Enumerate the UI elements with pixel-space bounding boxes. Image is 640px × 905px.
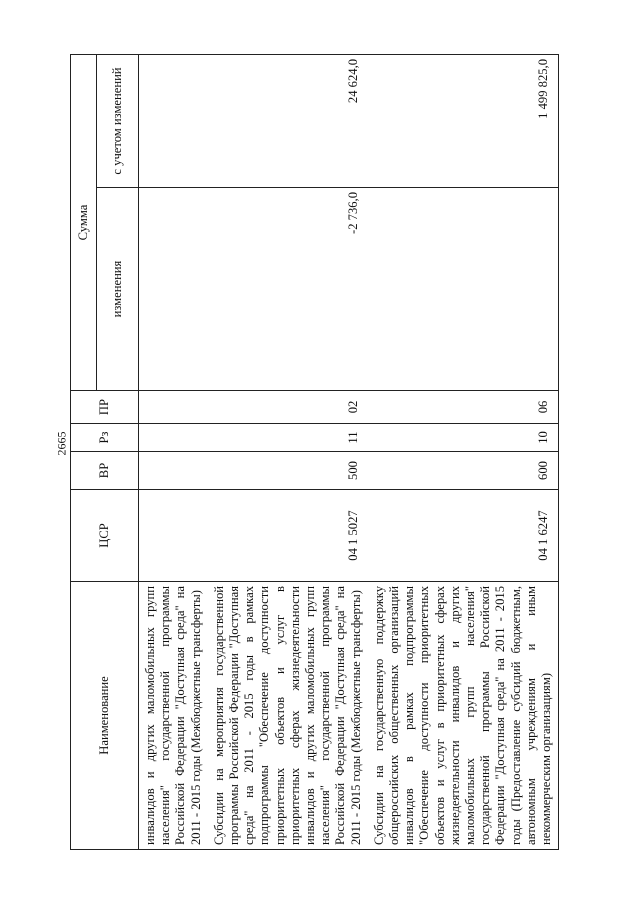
header-sum: Сумма (71, 54, 97, 390)
header-rz: Рз (71, 424, 139, 452)
row-name: Субсидии на мероприятия государственной программы Российской Федерации "Доступная среда" на 2011 - 2015 годы в рамках подпрограммы "Обеспечение доступности приоритетных объектов и услуг в приоритетных сферах жизнедеятельности инвалидов и других маломобильных групп населения" государственной программы Российской Федерации "Доступная среда" на 2011 - 2015 годы (Межбюджетные трансферты) (208, 582, 368, 850)
row-change (368, 188, 559, 391)
header-csr: ЦСР (71, 490, 139, 582)
table-row (208, 54, 368, 849)
row-change: -2 736,0 (208, 188, 368, 391)
header-pr: ПР (71, 391, 139, 424)
row-with-change (139, 54, 208, 187)
row-name: Субсидии на государственную поддержку общероссийских общественных организаций инвалидов в рамках подпрограммы "Обеспечение доступности приоритетных объектов и услуг в приоритетных сферах жизнедеятельности инвалидов и других маломобильных групп населения" государственной программы Российской Федерации "Доступная среда" на 2011 - 2015 годы (Предоставление субсидий бюджетным, автономным учреждениям и иным некоммерческим организациям) (368, 582, 559, 850)
table-row (368, 54, 559, 849)
header-change: изменения (97, 188, 139, 391)
row-rz (139, 424, 208, 452)
row-pr: 06 (368, 391, 559, 424)
row-with-change: 1 499 825,0 (368, 54, 559, 187)
budget-table-sheet (70, 50, 590, 850)
row-csr (139, 490, 208, 582)
row-change (139, 188, 208, 391)
header-name: Наименование (71, 582, 139, 850)
row-pr: 02 (208, 391, 368, 424)
header-vr: ВР (71, 452, 139, 490)
row-with-change: 24 624,0 (208, 54, 368, 187)
page-number: 2665 (54, 431, 69, 456)
budget-table (70, 54, 559, 850)
table-row (139, 54, 208, 849)
row-vr (139, 452, 208, 490)
row-csr: 04 1 5027 (208, 490, 368, 582)
row-csr: 04 1 6247 (368, 490, 559, 582)
row-pr (139, 391, 208, 424)
row-name: инвалидов и других маломобильных групп населения" государственной программы Российской Федерации "Доступная среда" на 2011 - 2015 годы (Межбюджетные трансферты) (139, 582, 208, 850)
row-rz: 11 (208, 424, 368, 452)
header-with-change: с учетом изменений (97, 54, 139, 187)
row-rz: 10 (368, 424, 559, 452)
row-vr: 500 (208, 452, 368, 490)
row-vr: 600 (368, 452, 559, 490)
